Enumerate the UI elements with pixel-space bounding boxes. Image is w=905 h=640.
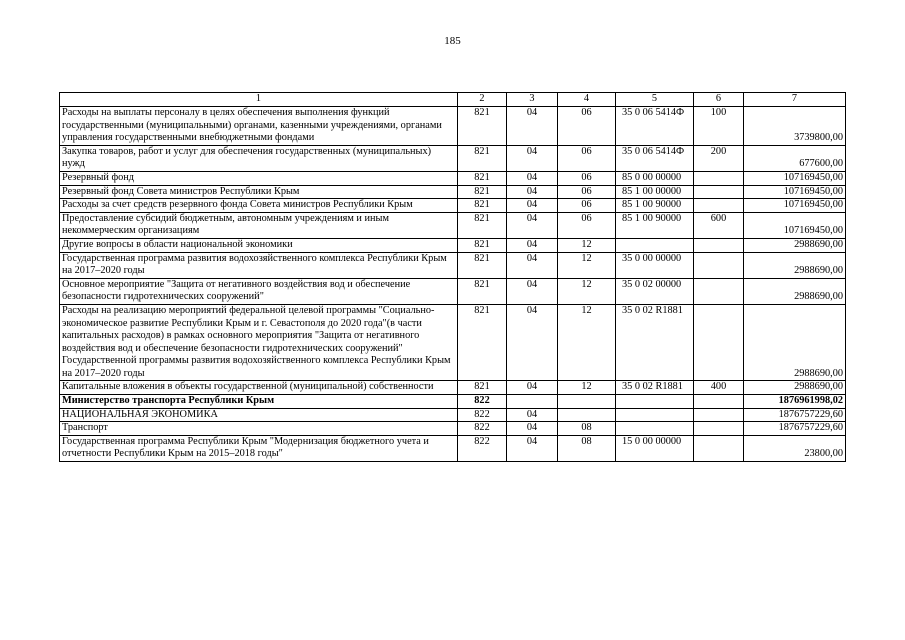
row-target-code: 35 0 06 5414Ф bbox=[616, 107, 694, 146]
table-row bbox=[60, 252, 846, 278]
row-amount: 2988690,00 bbox=[744, 278, 846, 304]
page-number: 185 bbox=[444, 35, 461, 47]
row-subsection-code: 12 bbox=[558, 278, 616, 304]
row-amount: 107169450,00 bbox=[744, 185, 846, 199]
row-amount: 1876961998,02 bbox=[744, 395, 846, 409]
row-admin-code: 821 bbox=[458, 381, 507, 395]
row-expense-type bbox=[694, 304, 744, 381]
header-cell: 6 bbox=[694, 93, 744, 107]
row-subsection-code: 12 bbox=[558, 252, 616, 278]
row-section-code: 04 bbox=[507, 252, 558, 278]
row-admin-code: 822 bbox=[458, 422, 507, 436]
row-admin-code: 821 bbox=[458, 212, 507, 238]
row-target-code: 35 0 06 5414Ф bbox=[616, 145, 694, 171]
table-row bbox=[60, 395, 846, 409]
row-section-code: 04 bbox=[507, 304, 558, 381]
row-amount: 2988690,00 bbox=[744, 304, 846, 381]
row-amount: 107169450,00 bbox=[744, 199, 846, 213]
row-target-code: 35 0 02 00000 bbox=[616, 278, 694, 304]
header-cell: 4 bbox=[558, 93, 616, 107]
row-expense-type bbox=[694, 199, 744, 213]
table-row bbox=[60, 422, 846, 436]
row-target-code: 15 0 00 00000 bbox=[616, 435, 694, 461]
table-row bbox=[60, 199, 846, 213]
row-subsection-code: 06 bbox=[558, 107, 616, 146]
row-expense-type bbox=[694, 408, 744, 422]
row-amount: 2988690,00 bbox=[744, 252, 846, 278]
row-section-code: 04 bbox=[507, 185, 558, 199]
row-section-code: 04 bbox=[507, 107, 558, 146]
row-name: Государственная программа развития водохозяйственного комплекса Республики Крым на 2017–2020 годы bbox=[60, 252, 458, 278]
header-cell: 3 bbox=[507, 93, 558, 107]
row-admin-code: 821 bbox=[458, 304, 507, 381]
row-name: Капитальные вложения в объекты государственной (муниципальной) собственности bbox=[60, 381, 458, 395]
row-admin-code: 821 bbox=[458, 185, 507, 199]
header-cell: 2 bbox=[458, 93, 507, 107]
row-target-code bbox=[616, 395, 694, 409]
row-target-code: 35 0 02 R1881 bbox=[616, 304, 694, 381]
row-expense-type: 400 bbox=[694, 381, 744, 395]
row-name: Основное мероприятие "Защита от негативного воздействия вод и обеспечение безопасности гидротехнических сооружений" bbox=[60, 278, 458, 304]
table-row bbox=[60, 238, 846, 252]
row-expense-type: 600 bbox=[694, 212, 744, 238]
row-section-code: 04 bbox=[507, 381, 558, 395]
row-target-code: 85 1 00 90000 bbox=[616, 199, 694, 213]
row-name: Расходы на реализацию мероприятий федеральной целевой программы "Социально-экономическое развитие Республики Крым и г. Севастополя до 2020 года"(в части капитальных расходов) в рамках основного мероприятия "Защита от негативного воздействия вод и обеспечение безопасности гидротехнических сооружений" Государственной программы развития водохозяйственного комплекса Республики Крым на 2017–2020 годы bbox=[60, 304, 458, 381]
row-expense-type bbox=[694, 395, 744, 409]
row-amount: 1876757229,60 bbox=[744, 408, 846, 422]
row-expense-type bbox=[694, 278, 744, 304]
table-row bbox=[60, 107, 846, 146]
budget-table bbox=[59, 92, 846, 462]
row-admin-code: 821 bbox=[458, 171, 507, 185]
row-amount: 2988690,00 bbox=[744, 381, 846, 395]
row-section-code: 04 bbox=[507, 278, 558, 304]
row-amount: 2988690,00 bbox=[744, 238, 846, 252]
table-row bbox=[60, 278, 846, 304]
row-subsection-code bbox=[558, 395, 616, 409]
row-admin-code: 821 bbox=[458, 238, 507, 252]
row-section-code: 04 bbox=[507, 435, 558, 461]
row-target-code: 85 0 00 00000 bbox=[616, 171, 694, 185]
row-section-code: 04 bbox=[507, 171, 558, 185]
row-target-code: 85 1 00 00000 bbox=[616, 185, 694, 199]
row-admin-code: 821 bbox=[458, 199, 507, 213]
row-admin-code: 821 bbox=[458, 145, 507, 171]
row-admin-code: 822 bbox=[458, 408, 507, 422]
row-admin-code: 822 bbox=[458, 395, 507, 409]
row-section-code: 04 bbox=[507, 238, 558, 252]
row-amount: 107169450,00 bbox=[744, 212, 846, 238]
row-target-code bbox=[616, 408, 694, 422]
row-subsection-code: 08 bbox=[558, 422, 616, 436]
row-subsection-code: 06 bbox=[558, 185, 616, 199]
row-expense-type bbox=[694, 171, 744, 185]
table-row bbox=[60, 435, 846, 461]
row-name: Резервный фонд Совета министров Республики Крым bbox=[60, 185, 458, 199]
table-row bbox=[60, 381, 846, 395]
row-subsection-code: 06 bbox=[558, 171, 616, 185]
row-section-code: 04 bbox=[507, 408, 558, 422]
row-expense-type bbox=[694, 252, 744, 278]
row-subsection-code: 06 bbox=[558, 212, 616, 238]
row-expense-type bbox=[694, 185, 744, 199]
row-section-code: 04 bbox=[507, 145, 558, 171]
row-name: Закупка товаров, работ и услуг для обеспечения государственных (муниципальных) нужд bbox=[60, 145, 458, 171]
table-row bbox=[60, 408, 846, 422]
header-cell: 5 bbox=[616, 93, 694, 107]
row-section-code: 04 bbox=[507, 422, 558, 436]
table-header-row bbox=[60, 93, 846, 107]
row-subsection-code: 12 bbox=[558, 238, 616, 252]
row-name: Расходы на выплаты персоналу в целях обеспечения выполнения функций государственными (муниципальными) органами, казенными учреждениями, органами управления государственными внебюджетными фондами bbox=[60, 107, 458, 146]
table-row bbox=[60, 145, 846, 171]
row-expense-type: 100 bbox=[694, 107, 744, 146]
row-name: Расходы за счет средств резервного фонда Совета министров Республики Крым bbox=[60, 199, 458, 213]
row-expense-type: 200 bbox=[694, 145, 744, 171]
row-name: Государственная программа Республики Крым "Модернизация бюджетного учета и отчетности Республики Крым на 2015–2018 годы" bbox=[60, 435, 458, 461]
row-section-code bbox=[507, 395, 558, 409]
row-subsection-code: 06 bbox=[558, 145, 616, 171]
row-name: НАЦИОНАЛЬНАЯ ЭКОНОМИКА bbox=[60, 408, 458, 422]
row-amount: 3739800,00 bbox=[744, 107, 846, 146]
row-target-code: 35 0 02 R1881 bbox=[616, 381, 694, 395]
row-name: Другие вопросы в области национальной экономики bbox=[60, 238, 458, 252]
row-target-code bbox=[616, 238, 694, 252]
row-section-code: 04 bbox=[507, 199, 558, 213]
row-amount: 1876757229,60 bbox=[744, 422, 846, 436]
row-name: Предоставление субсидий бюджетным, автономным учреждениям и иным некоммерческим организациям bbox=[60, 212, 458, 238]
row-expense-type bbox=[694, 422, 744, 436]
row-section-code: 04 bbox=[507, 212, 558, 238]
table-row bbox=[60, 171, 846, 185]
row-expense-type bbox=[694, 435, 744, 461]
header-cell: 1 bbox=[60, 93, 458, 107]
row-subsection-code: 08 bbox=[558, 435, 616, 461]
row-name: Транспорт bbox=[60, 422, 458, 436]
row-subsection-code: 12 bbox=[558, 304, 616, 381]
row-amount: 23800,00 bbox=[744, 435, 846, 461]
header-cell: 7 bbox=[744, 93, 846, 107]
row-target-code: 85 1 00 90000 bbox=[616, 212, 694, 238]
row-expense-type bbox=[694, 238, 744, 252]
row-admin-code: 821 bbox=[458, 107, 507, 146]
row-amount: 107169450,00 bbox=[744, 171, 846, 185]
row-subsection-code: 06 bbox=[558, 199, 616, 213]
table-row bbox=[60, 304, 846, 381]
row-target-code bbox=[616, 422, 694, 436]
row-name: Резервный фонд bbox=[60, 171, 458, 185]
row-admin-code: 821 bbox=[458, 278, 507, 304]
row-admin-code: 822 bbox=[458, 435, 507, 461]
table-row bbox=[60, 212, 846, 238]
table-row bbox=[60, 185, 846, 199]
row-subsection-code bbox=[558, 408, 616, 422]
row-admin-code: 821 bbox=[458, 252, 507, 278]
row-name: Министерство транспорта Республики Крым bbox=[60, 395, 458, 409]
row-target-code: 35 0 00 00000 bbox=[616, 252, 694, 278]
row-subsection-code: 12 bbox=[558, 381, 616, 395]
row-amount: 677600,00 bbox=[744, 145, 846, 171]
